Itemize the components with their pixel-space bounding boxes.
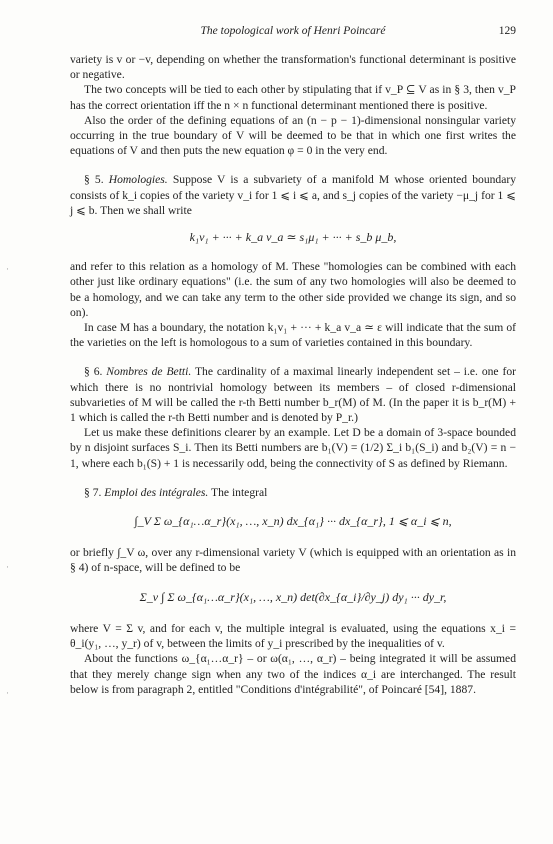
section-number: § 7. (84, 485, 102, 499)
page-header (70, 24, 516, 40)
paragraph: Also the order of the defining equations of an (n − p − 1)-dimensional nonsingular variety occurring in the true boundary of V will be deemed to be that in which one first writes the equations of V and then puts the new equation φ = 0 in the very end. (70, 113, 516, 158)
paragraph: The two concepts will be tied to each other by stipulating that if v_P ⊆ V as in § 3, then v_P has the correct orientation iff the n × n functional determinant mentioned there is positive. (70, 83, 516, 112)
paragraph: In case M has a boundary, the notation k₁v₁ + ··· + k_a v_a ≃ ε will indicate that the sum of the varieties on the left is homologous to a sum of varieties contained in this boundary. (70, 321, 516, 350)
page-body (70, 52, 516, 697)
paragraph: where V = Σ v, and for each v, the multiple integral is evaluated, using the equations x_i = θ_i(y₁, …, y_r) of v, between the limits of y_i prescribed by the inequalities of v. (70, 621, 516, 651)
section-number: § 6. (84, 365, 103, 379)
section-title: Homologies. (108, 173, 168, 187)
paragraph: and refer to this relation as a homology of M. These "homologies can be combined with each other just like ordinary equations" (i.e. the sum of any two homologies will also be deemed to be a homology, and we can take any term to the other side provided we change its sign, and so on). (70, 260, 516, 319)
margin-mark: · (6, 562, 9, 572)
paragraph: Let us make these definitions clearer by an example. Let D be a domain of 3-space bounded by n disjoint surfaces S_i. Then its Betti numbers are b₁(V) = (1/2) Σ_i b₁(S_i) and b₂(V) = n − 1, where each b₁(S) + 1 is necessarily odd, being the connectivity of S as defined by Riemann. (70, 426, 516, 470)
section-5-paragraph (70, 172, 516, 218)
section-6-paragraph (70, 364, 516, 425)
section-title: Emploi des intégrales. (104, 485, 209, 499)
integral-definition-formula: Σ_v ∫ Σ ω_{α₁…α_r}(x₁, …, x_n) det(∂x_{α_i}/∂y_j) dy₁ ··· dy_r, (139, 589, 447, 604)
paragraph: variety is v or −v, depending on whether the transformation's functional determinant is positive or negative. (70, 53, 516, 82)
margin-mark: · (6, 264, 9, 274)
section-text: The integral (211, 485, 268, 499)
section-number: § 5. (84, 173, 104, 187)
paragraph: About the functions ω_{α₁…α_r} – or ω(α₁, …, α_r) – being integrated it will be assumed that they merely change sign when any two of the indices α_i are interchanged. The result below is from paragraph 2, entitled "Conditions d'intégrabilité", of Poincaré [54], 1887. (70, 652, 516, 696)
integral-formula: ∫_V Σ ω_{α₁…α_r}(x₁, …, x_n) dx_{α₁} ··· dx_{α_r}, 1 ⩽ α_i ⩽ n, (134, 514, 452, 529)
running-title: The topological work of Henri Poincaré (200, 25, 386, 37)
page-number: 129 (498, 25, 516, 37)
section-text: Suppose V is a subvariety of a manifold M whose oriented boundary consists of k_i copies of the variety v_i for 1 ⩽ i ⩽ a, and s_j copies of the variety −μ_j for 1 ⩽ j ⩽ b. Then we shall write (70, 173, 517, 217)
margin-mark: · (6, 688, 9, 698)
section-7-paragraph (70, 485, 516, 500)
paragraph: or briefly ∫_V ω, over any r-dimensional variety V (which is equipped with an orientation as in § 4) of n-space, will be defined to be (70, 546, 516, 575)
section-title: Nombres de Betti. (106, 365, 192, 379)
section-text: The cardinality of a maximal linearly independent set – i.e. one for which there is no nontrivial homology between its members – of closed r-dimensional subvarieties of M will be called the r-th Betti number b_r(M) of M. (In the paper it is b_r(M) + 1 which is called the r-th Betti number and is denoted by P_r.) (70, 365, 516, 425)
homology-formula: k₁v₁ + ··· + k_a v_a ≃ s₁μ₁ + ··· + s_b μ_b, (189, 230, 397, 245)
